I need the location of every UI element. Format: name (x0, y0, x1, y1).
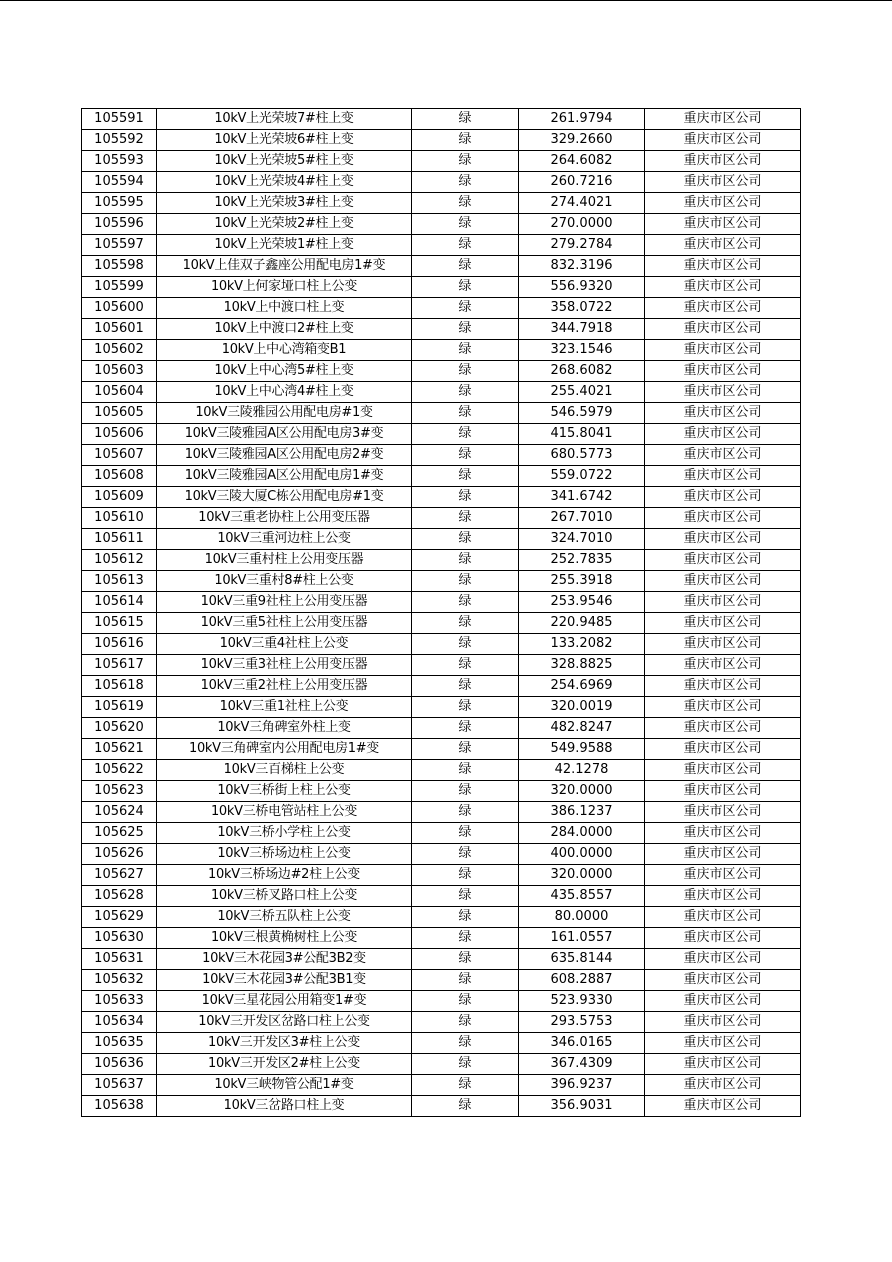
cell-value: 323.1546 (519, 340, 645, 361)
cell-name: 10kV三重1社柱上公变 (157, 697, 412, 718)
cell-value: 161.0557 (519, 928, 645, 949)
cell-company: 重庆市区公司 (645, 1012, 801, 1033)
cell-company: 重庆市区公司 (645, 718, 801, 739)
cell-company: 重庆市区公司 (645, 172, 801, 193)
cell-name: 10kV上光荣坡4#柱上变 (157, 172, 412, 193)
cell-value: 482.8247 (519, 718, 645, 739)
cell-color: 绿 (412, 193, 519, 214)
cell-value: 261.9794 (519, 109, 645, 130)
cell-company: 重庆市区公司 (645, 760, 801, 781)
cell-color: 绿 (412, 718, 519, 739)
cell-value: 254.6969 (519, 676, 645, 697)
cell-id: 105634 (82, 1012, 157, 1033)
table-row (82, 319, 801, 340)
cell-name: 10kV三百梯柱上公变 (157, 760, 412, 781)
cell-company: 重庆市区公司 (645, 697, 801, 718)
table-row (82, 802, 801, 823)
cell-company: 重庆市区公司 (645, 487, 801, 508)
table-row (82, 382, 801, 403)
cell-name: 10kV三陵雅园公用配电房#1变 (157, 403, 412, 424)
cell-id: 105621 (82, 739, 157, 760)
cell-id: 105592 (82, 130, 157, 151)
cell-value: 324.7010 (519, 529, 645, 550)
cell-value: 546.5979 (519, 403, 645, 424)
page-top-border (0, 0, 892, 1)
cell-color: 绿 (412, 130, 519, 151)
cell-id: 105629 (82, 907, 157, 928)
cell-value: 415.8041 (519, 424, 645, 445)
table-row (82, 277, 801, 298)
cell-id: 105609 (82, 487, 157, 508)
cell-name: 10kV三木花园3#公配3B1变 (157, 970, 412, 991)
cell-name: 10kV三重村柱上公用变压器 (157, 550, 412, 571)
cell-company: 重庆市区公司 (645, 298, 801, 319)
cell-company: 重庆市区公司 (645, 823, 801, 844)
cell-company: 重庆市区公司 (645, 865, 801, 886)
table-body (82, 109, 801, 1117)
cell-name: 10kV三星花园公用箱变1#变 (157, 991, 412, 1012)
cell-value: 523.9330 (519, 991, 645, 1012)
cell-id: 105601 (82, 319, 157, 340)
cell-company: 重庆市区公司 (645, 529, 801, 550)
cell-value: 346.0165 (519, 1033, 645, 1054)
cell-color: 绿 (412, 865, 519, 886)
cell-color: 绿 (412, 823, 519, 844)
cell-color: 绿 (412, 907, 519, 928)
table-row (82, 739, 801, 760)
table-row (82, 424, 801, 445)
table-row (82, 550, 801, 571)
cell-color: 绿 (412, 277, 519, 298)
table-row (82, 949, 801, 970)
table-row (82, 991, 801, 1012)
cell-name: 10kV三开发区岔路口柱上公变 (157, 1012, 412, 1033)
cell-id: 105613 (82, 571, 157, 592)
cell-color: 绿 (412, 634, 519, 655)
table-row (82, 298, 801, 319)
table-row (82, 781, 801, 802)
cell-color: 绿 (412, 571, 519, 592)
cell-company: 重庆市区公司 (645, 886, 801, 907)
cell-id: 105600 (82, 298, 157, 319)
cell-name: 10kV三重4社柱上公变 (157, 634, 412, 655)
cell-id: 105622 (82, 760, 157, 781)
cell-value: 320.0019 (519, 697, 645, 718)
table-row (82, 970, 801, 991)
cell-company: 重庆市区公司 (645, 445, 801, 466)
cell-id: 105596 (82, 214, 157, 235)
cell-value: 341.6742 (519, 487, 645, 508)
cell-name: 10kV上中渡口柱上变 (157, 298, 412, 319)
cell-id: 105638 (82, 1096, 157, 1117)
table-row (82, 823, 801, 844)
cell-company: 重庆市区公司 (645, 592, 801, 613)
cell-name: 10kV上光荣坡6#柱上变 (157, 130, 412, 151)
table-row (82, 697, 801, 718)
cell-name: 10kV三重3社柱上公用变压器 (157, 655, 412, 676)
cell-value: 252.7835 (519, 550, 645, 571)
cell-value: 264.6082 (519, 151, 645, 172)
cell-company: 重庆市区公司 (645, 403, 801, 424)
cell-company: 重庆市区公司 (645, 466, 801, 487)
table-row (82, 760, 801, 781)
cell-company: 重庆市区公司 (645, 739, 801, 760)
transformer-table (81, 108, 801, 1117)
table-row (82, 1012, 801, 1033)
cell-color: 绿 (412, 886, 519, 907)
table-row (82, 718, 801, 739)
cell-id: 105636 (82, 1054, 157, 1075)
cell-id: 105620 (82, 718, 157, 739)
cell-name: 10kV三木花园3#公配3B2变 (157, 949, 412, 970)
table-row (82, 466, 801, 487)
cell-id: 105632 (82, 970, 157, 991)
cell-value: 80.0000 (519, 907, 645, 928)
cell-value: 328.8825 (519, 655, 645, 676)
cell-id: 105597 (82, 235, 157, 256)
cell-company: 重庆市区公司 (645, 991, 801, 1012)
cell-name: 10kV上光荣坡7#柱上变 (157, 109, 412, 130)
cell-name: 10kV三桥场边柱上公变 (157, 844, 412, 865)
cell-name: 10kV上光荣坡3#柱上变 (157, 193, 412, 214)
cell-name: 10kV三重5社柱上公用变压器 (157, 613, 412, 634)
cell-value: 274.4021 (519, 193, 645, 214)
table-row (82, 172, 801, 193)
cell-name: 10kV三重2社柱上公用变压器 (157, 676, 412, 697)
table-row (82, 592, 801, 613)
table-row (82, 235, 801, 256)
cell-company: 重庆市区公司 (645, 130, 801, 151)
cell-company: 重庆市区公司 (645, 1096, 801, 1117)
table-row (82, 487, 801, 508)
cell-value: 386.1237 (519, 802, 645, 823)
cell-color: 绿 (412, 214, 519, 235)
cell-value: 344.7918 (519, 319, 645, 340)
cell-company: 重庆市区公司 (645, 676, 801, 697)
cell-company: 重庆市区公司 (645, 361, 801, 382)
cell-id: 105598 (82, 256, 157, 277)
cell-value: 367.4309 (519, 1054, 645, 1075)
cell-name: 10kV上光荣坡1#柱上变 (157, 235, 412, 256)
cell-id: 105616 (82, 634, 157, 655)
cell-value: 608.2887 (519, 970, 645, 991)
cell-company: 重庆市区公司 (645, 193, 801, 214)
cell-company: 重庆市区公司 (645, 550, 801, 571)
cell-color: 绿 (412, 739, 519, 760)
cell-company: 重庆市区公司 (645, 928, 801, 949)
cell-name: 10kV三桥五队柱上公变 (157, 907, 412, 928)
cell-value: 832.3196 (519, 256, 645, 277)
cell-company: 重庆市区公司 (645, 109, 801, 130)
cell-name: 10kV上中渡口2#柱上变 (157, 319, 412, 340)
cell-company: 重庆市区公司 (645, 634, 801, 655)
table-row (82, 256, 801, 277)
cell-color: 绿 (412, 949, 519, 970)
cell-color: 绿 (412, 445, 519, 466)
cell-id: 105612 (82, 550, 157, 571)
cell-name: 10kV上中心湾5#柱上变 (157, 361, 412, 382)
cell-value: 320.0000 (519, 781, 645, 802)
cell-id: 105594 (82, 172, 157, 193)
cell-id: 105635 (82, 1033, 157, 1054)
table-row (82, 676, 801, 697)
cell-color: 绿 (412, 1033, 519, 1054)
cell-company: 重庆市区公司 (645, 235, 801, 256)
table-row (82, 1054, 801, 1075)
cell-id: 105599 (82, 277, 157, 298)
cell-company: 重庆市区公司 (645, 151, 801, 172)
table-row (82, 193, 801, 214)
cell-color: 绿 (412, 970, 519, 991)
cell-name: 10kV三桥小学柱上公变 (157, 823, 412, 844)
cell-color: 绿 (412, 1075, 519, 1096)
cell-id: 105604 (82, 382, 157, 403)
cell-id: 105619 (82, 697, 157, 718)
cell-color: 绿 (412, 613, 519, 634)
cell-color: 绿 (412, 298, 519, 319)
cell-id: 105614 (82, 592, 157, 613)
cell-name: 10kV三陵雅园A区公用配电房1#变 (157, 466, 412, 487)
cell-company: 重庆市区公司 (645, 319, 801, 340)
table-row (82, 844, 801, 865)
table-row (82, 886, 801, 907)
cell-company: 重庆市区公司 (645, 214, 801, 235)
cell-name: 10kV上佳双子鑫座公用配电房1#变 (157, 256, 412, 277)
cell-color: 绿 (412, 361, 519, 382)
table-row (82, 361, 801, 382)
cell-id: 105608 (82, 466, 157, 487)
cell-company: 重庆市区公司 (645, 508, 801, 529)
table-row (82, 403, 801, 424)
cell-name: 10kV上光荣坡5#柱上变 (157, 151, 412, 172)
cell-color: 绿 (412, 1096, 519, 1117)
cell-name: 10kV三开发区2#柱上公变 (157, 1054, 412, 1075)
cell-value: 329.2660 (519, 130, 645, 151)
cell-id: 105633 (82, 991, 157, 1012)
cell-color: 绿 (412, 256, 519, 277)
table-row (82, 109, 801, 130)
cell-name: 10kV三重老协柱上公用变压器 (157, 508, 412, 529)
cell-id: 105605 (82, 403, 157, 424)
cell-value: 435.8557 (519, 886, 645, 907)
cell-company: 重庆市区公司 (645, 382, 801, 403)
cell-name: 10kV三桥场边#2柱上公变 (157, 865, 412, 886)
cell-value: 255.3918 (519, 571, 645, 592)
cell-value: 320.0000 (519, 865, 645, 886)
cell-company: 重庆市区公司 (645, 907, 801, 928)
table-row (82, 613, 801, 634)
cell-color: 绿 (412, 655, 519, 676)
cell-id: 105615 (82, 613, 157, 634)
table-row (82, 1033, 801, 1054)
cell-company: 重庆市区公司 (645, 613, 801, 634)
cell-color: 绿 (412, 382, 519, 403)
cell-color: 绿 (412, 844, 519, 865)
cell-color: 绿 (412, 487, 519, 508)
cell-id: 105618 (82, 676, 157, 697)
cell-id: 105591 (82, 109, 157, 130)
cell-company: 重庆市区公司 (645, 844, 801, 865)
cell-value: 279.2784 (519, 235, 645, 256)
table-row (82, 529, 801, 550)
cell-id: 105617 (82, 655, 157, 676)
cell-name: 10kV上光荣坡2#柱上变 (157, 214, 412, 235)
cell-color: 绿 (412, 340, 519, 361)
cell-company: 重庆市区公司 (645, 1033, 801, 1054)
cell-color: 绿 (412, 697, 519, 718)
cell-color: 绿 (412, 172, 519, 193)
cell-id: 105628 (82, 886, 157, 907)
table-row (82, 1096, 801, 1117)
cell-id: 105602 (82, 340, 157, 361)
cell-id: 105623 (82, 781, 157, 802)
cell-name: 10kV三重村8#柱上公变 (157, 571, 412, 592)
cell-company: 重庆市区公司 (645, 949, 801, 970)
cell-company: 重庆市区公司 (645, 781, 801, 802)
cell-color: 绿 (412, 424, 519, 445)
cell-name: 10kV三桥叉路口柱上公变 (157, 886, 412, 907)
cell-id: 105631 (82, 949, 157, 970)
cell-name: 10kV三角碑室内公用配电房1#变 (157, 739, 412, 760)
cell-name: 10kV三岔路口柱上变 (157, 1096, 412, 1117)
cell-color: 绿 (412, 1012, 519, 1033)
cell-value: 680.5773 (519, 445, 645, 466)
cell-company: 重庆市区公司 (645, 256, 801, 277)
cell-id: 105627 (82, 865, 157, 886)
cell-name: 10kV三陵雅园A区公用配电房3#变 (157, 424, 412, 445)
cell-value: 358.0722 (519, 298, 645, 319)
table-row (82, 655, 801, 676)
cell-value: 284.0000 (519, 823, 645, 844)
cell-value: 635.8144 (519, 949, 645, 970)
table-row (82, 907, 801, 928)
cell-company: 重庆市区公司 (645, 655, 801, 676)
cell-color: 绿 (412, 529, 519, 550)
cell-color: 绿 (412, 676, 519, 697)
cell-color: 绿 (412, 235, 519, 256)
table-row (82, 928, 801, 949)
cell-id: 105607 (82, 445, 157, 466)
cell-color: 绿 (412, 1054, 519, 1075)
cell-id: 105593 (82, 151, 157, 172)
table-row (82, 508, 801, 529)
cell-value: 549.9588 (519, 739, 645, 760)
cell-name: 10kV三根黄桷树柱上公变 (157, 928, 412, 949)
cell-value: 267.7010 (519, 508, 645, 529)
table-row (82, 130, 801, 151)
cell-value: 255.4021 (519, 382, 645, 403)
cell-id: 105595 (82, 193, 157, 214)
cell-id: 105625 (82, 823, 157, 844)
cell-name: 10kV上何家垭口柱上公变 (157, 277, 412, 298)
table-row (82, 151, 801, 172)
cell-company: 重庆市区公司 (645, 1075, 801, 1096)
cell-color: 绿 (412, 319, 519, 340)
cell-color: 绿 (412, 928, 519, 949)
cell-company: 重庆市区公司 (645, 1054, 801, 1075)
cell-color: 绿 (412, 991, 519, 1012)
cell-value: 220.9485 (519, 613, 645, 634)
cell-value: 42.1278 (519, 760, 645, 781)
cell-name: 10kV三重河边柱上公变 (157, 529, 412, 550)
cell-value: 396.9237 (519, 1075, 645, 1096)
cell-name: 10kV上中心湾箱变B1 (157, 340, 412, 361)
cell-id: 105624 (82, 802, 157, 823)
cell-name: 10kV上中心湾4#柱上变 (157, 382, 412, 403)
cell-id: 105610 (82, 508, 157, 529)
cell-company: 重庆市区公司 (645, 424, 801, 445)
cell-id: 105603 (82, 361, 157, 382)
table-row (82, 571, 801, 592)
cell-value: 270.0000 (519, 214, 645, 235)
cell-value: 260.7216 (519, 172, 645, 193)
cell-id: 105626 (82, 844, 157, 865)
table-row (82, 1075, 801, 1096)
cell-id: 105630 (82, 928, 157, 949)
cell-company: 重庆市区公司 (645, 277, 801, 298)
cell-company: 重庆市区公司 (645, 340, 801, 361)
cell-value: 559.0722 (519, 466, 645, 487)
cell-value: 400.0000 (519, 844, 645, 865)
cell-value: 253.9546 (519, 592, 645, 613)
cell-color: 绿 (412, 151, 519, 172)
cell-name: 10kV三桥电管站柱上公变 (157, 802, 412, 823)
cell-color: 绿 (412, 802, 519, 823)
cell-company: 重庆市区公司 (645, 802, 801, 823)
cell-color: 绿 (412, 760, 519, 781)
table-row (82, 340, 801, 361)
cell-name: 10kV三陵雅园A区公用配电房2#变 (157, 445, 412, 466)
table-row (82, 634, 801, 655)
cell-id: 105637 (82, 1075, 157, 1096)
cell-company: 重庆市区公司 (645, 970, 801, 991)
cell-id: 105606 (82, 424, 157, 445)
cell-company: 重庆市区公司 (645, 571, 801, 592)
cell-color: 绿 (412, 592, 519, 613)
cell-value: 293.5753 (519, 1012, 645, 1033)
cell-value: 356.9031 (519, 1096, 645, 1117)
cell-name: 10kV三陵大厦C栋公用配电房#1变 (157, 487, 412, 508)
cell-color: 绿 (412, 403, 519, 424)
cell-value: 268.6082 (519, 361, 645, 382)
table-row (82, 445, 801, 466)
table-row (82, 214, 801, 235)
cell-name: 10kV三重9社柱上公用变压器 (157, 592, 412, 613)
cell-name: 10kV三开发区3#柱上公变 (157, 1033, 412, 1054)
cell-color: 绿 (412, 109, 519, 130)
cell-color: 绿 (412, 550, 519, 571)
cell-name: 10kV三桥街上柱上公变 (157, 781, 412, 802)
cell-name: 10kV三峡物管公配1#变 (157, 1075, 412, 1096)
cell-id: 105611 (82, 529, 157, 550)
cell-value: 556.9320 (519, 277, 645, 298)
table-row (82, 865, 801, 886)
cell-name: 10kV三角碑室外柱上变 (157, 718, 412, 739)
cell-color: 绿 (412, 508, 519, 529)
cell-color: 绿 (412, 781, 519, 802)
cell-value: 133.2082 (519, 634, 645, 655)
cell-color: 绿 (412, 466, 519, 487)
